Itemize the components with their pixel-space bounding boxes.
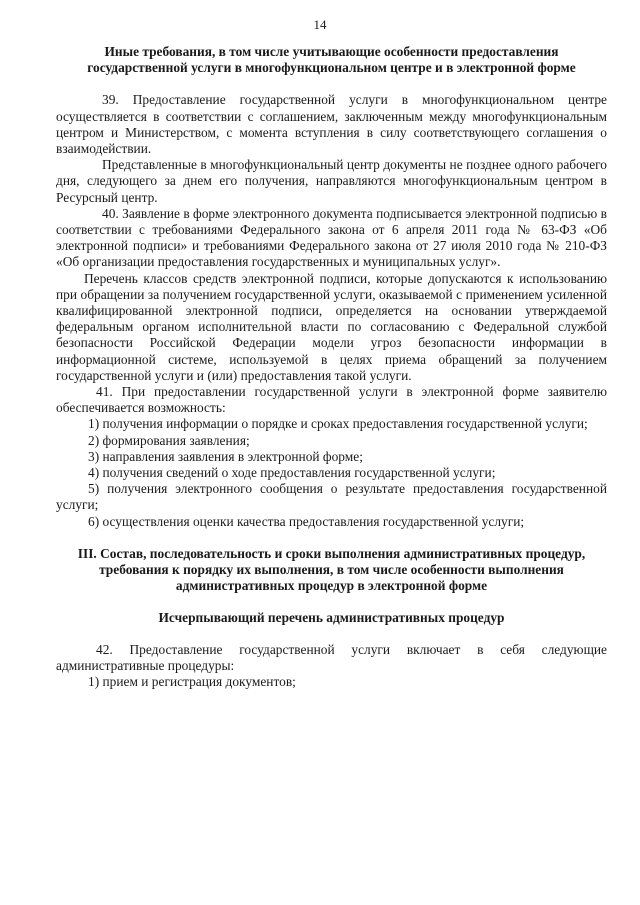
list-item-41-5: 5) получения электронного сообщения о результате предоставления государственной услуги; [56, 481, 607, 513]
paragraph-39-documents: Представленные в многофункциональный центр документы не позднее одного рабочего дня, следующего за днем его получения, направляются многофункциональным центром в Ресурсный центр. [56, 157, 607, 205]
paragraph-40: 40. Заявление в форме электронного документа подписывается электронной подписью в соответствии с требованиями Федерального закона от 6 апреля 2011 года № 63-ФЗ «Об электронной подписи» и требованиями Федерального закона от 27 июля 2010 года № 210-ФЗ «Об организации предоставления государственных и муниципальных услуг». [56, 205, 607, 270]
section-heading-iii: III. Состав, последовательность и сроки выполнения административных процедур, требования к порядку их выполнения, в том числе особенности выполнения административных процедур в электронной форме [77, 545, 586, 594]
paragraph-39: 39. Предоставление государственной услуги в многофункциональном центре осуществляется в соответствии с соглашением, заключенным между многофункциональным центром и Министерством, с момента вступления в силу соответствующего соглашения о взаимодействии. [56, 92, 607, 157]
paragraph-42: 42. Предоставление государственной услуги включает в себя следующие административные процедуры: [56, 641, 607, 673]
section-heading-other-requirements: Иные требования, в том числе учитывающие особенности предоставления государственной услуги в многофункциональном центре и в электронной форме [87, 44, 576, 76]
page-number: 14 [313, 17, 327, 32]
paragraph-41: 41. При предоставлении государственной услуги в электронной форме заявителю обеспечивается возможность: [56, 384, 607, 416]
list-item-41-1: 1) получения информации о порядке и сроках предоставления государственной услуги; [88, 416, 588, 432]
list-item-41-2: 2) формирования заявления; [88, 432, 250, 448]
paragraph-40-signature-classes: Перечень классов средств электронной подписи, которые допускаются к использованию при обращении за получением государственной услуги, оказываемой с применением усиленной квалифицированной электронной подписи, определяется на основании утверждаемой федеральным органом исполнительной власти по согласованию с Федеральной службой безопасности Российской Федерации модели угроз безопасности информации в информационной системе, используемой в целях приема обращений за получением государственной услуги и (или) предоставления такой услуги. [56, 270, 607, 383]
list-item-41-6: 6) осуществления оценки качества предоставления государственной услуги; [88, 513, 525, 529]
subsection-heading-procedures: Исчерпывающий перечень административных процедур [158, 609, 505, 625]
list-item-41-3: 3) направления заявления в электронной форме; [88, 448, 363, 464]
list-item-41-4: 4) получения сведений о ходе предоставления государственной услуги; [88, 465, 496, 481]
document-body [56, 44, 607, 690]
list-item-42-1: 1) прием и регистрация документов; [88, 674, 296, 690]
